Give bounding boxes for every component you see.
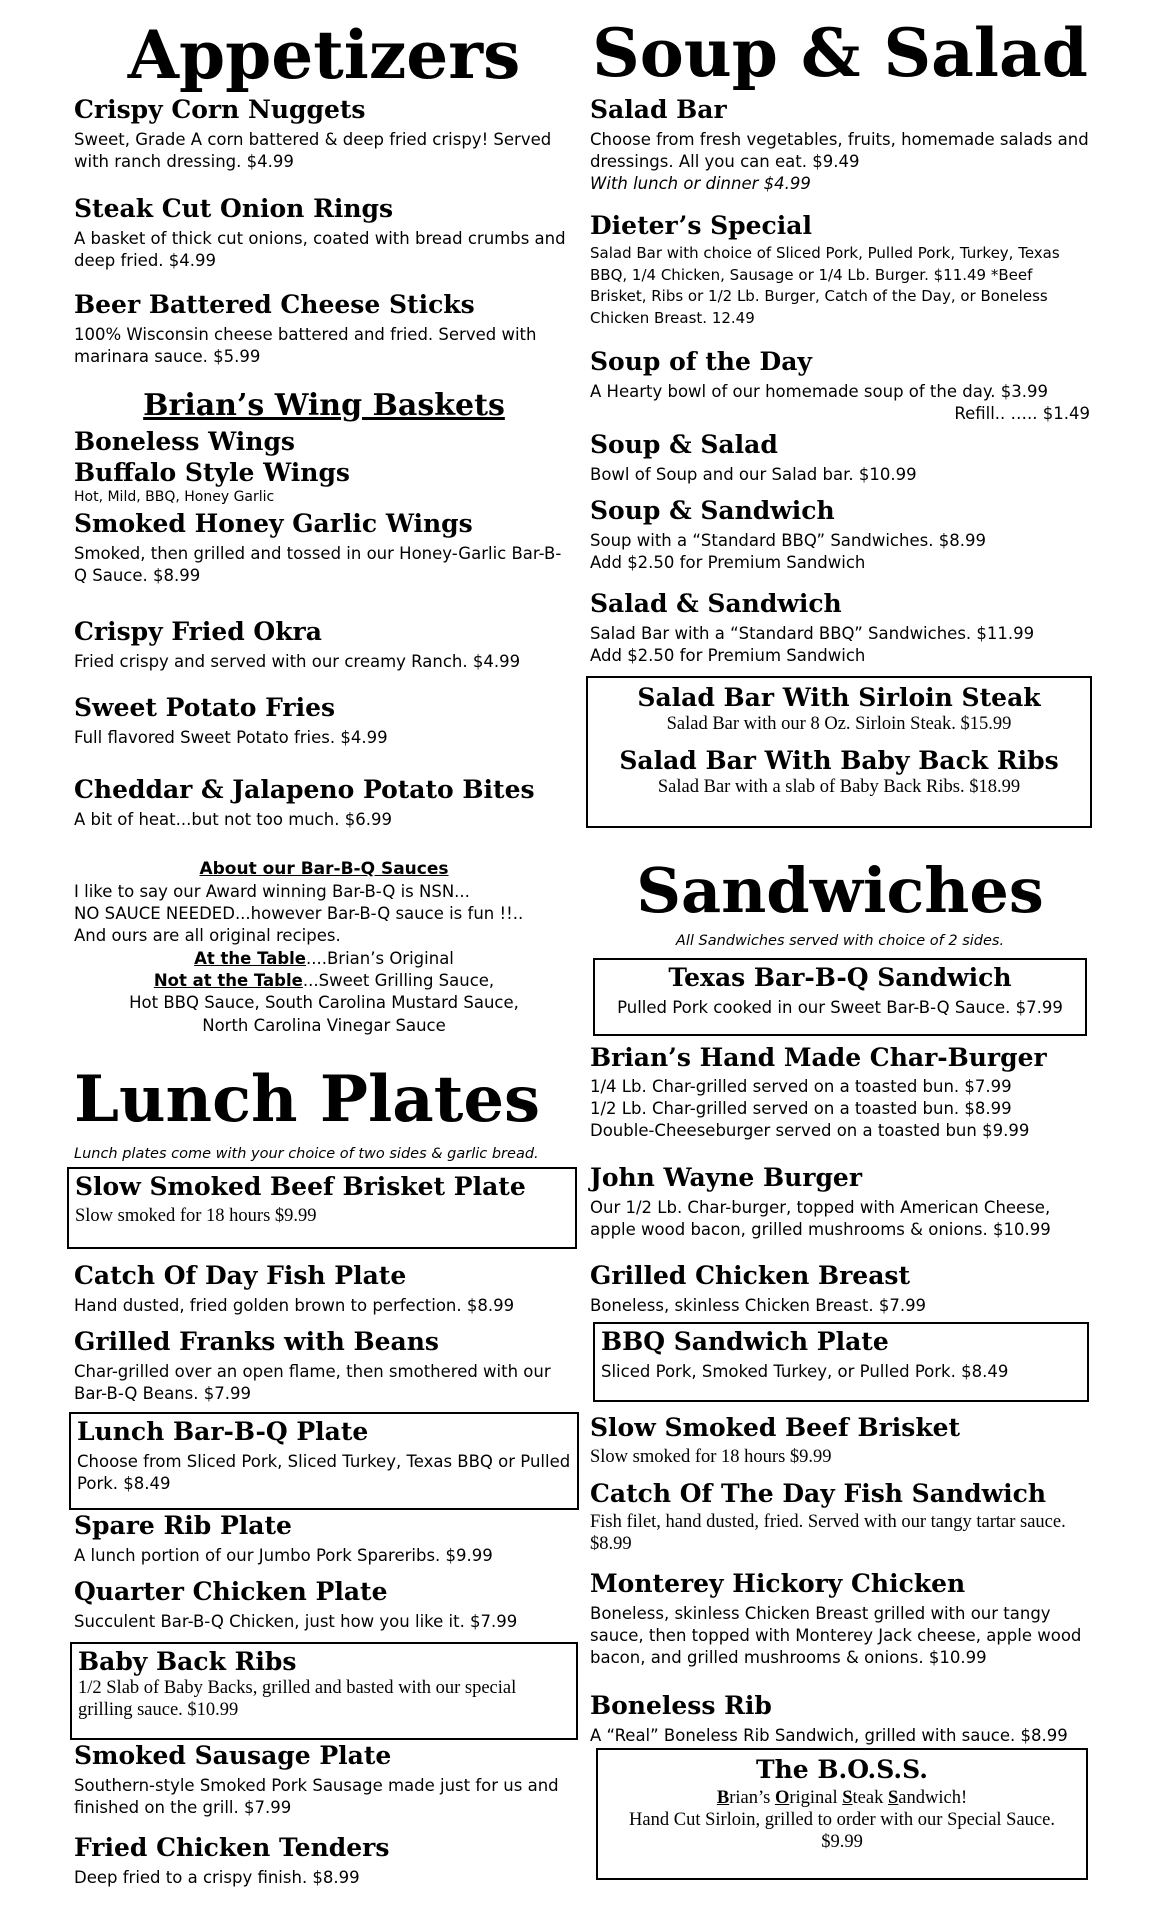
item-title: Salad Bar With Sirloin Steak [637, 683, 1041, 712]
sandwiches-note: All Sandwiches served with choice of 2 sides. [675, 933, 1005, 949]
item-desc: A Hearty bowl of our homemade soup of the day. $3.99 [590, 381, 1048, 401]
item-desc: Slow smoked for 18 hours $9.99 [75, 1205, 317, 1226]
item-title: Cheddar & Jalapeno Potato Bites [74, 775, 535, 804]
item-title: Slow Smoked Beef Brisket [590, 1413, 961, 1442]
lunch-heading: Lunch Plates [74, 1062, 541, 1137]
boss-box [596, 1748, 1088, 1880]
wings-heading: Brian’s Wing Baskets [143, 388, 505, 423]
sauces-value: ...Sweet Grilling Sauce, [302, 971, 495, 990]
menu-item-boxed [69, 1412, 579, 1510]
menu-item-boxed [593, 1322, 1089, 1402]
menu-item [590, 497, 1090, 574]
item-desc: Fish filet, hand dusted, fried. Served with our tangy tartar sauce. $8.99 [590, 1511, 1066, 1554]
sandwiches-heading: Sandwiches [636, 854, 1044, 927]
item-title: Crispy Corn Nuggets [74, 95, 366, 124]
boss-letter: S [887, 1787, 899, 1808]
wings-list [74, 428, 574, 588]
menu-item [74, 694, 574, 749]
item-desc: Char-grilled over an open flame, then smothered with our Bar-B-Q Beans. $7.99 [74, 1361, 551, 1404]
menu-item [74, 618, 574, 673]
item-title: Grilled Chicken Breast [590, 1261, 911, 1290]
sauces-text: North Carolina Vinegar Sauce [202, 1015, 446, 1035]
item-desc: Boneless, skinless Chicken Breast. $7.99 [590, 1295, 927, 1315]
boss-word: riginal [789, 1787, 843, 1808]
item-title: Smoked Honey Garlic Wings [74, 509, 473, 539]
item-desc: Salad Bar with a “Standard BBQ” Sandwiches. $11.99 [590, 623, 1035, 643]
item-desc: Sliced Pork, Smoked Turkey, or Pulled Pork. $8.49 [601, 1361, 1009, 1381]
menu-item [74, 1578, 574, 1633]
menu-item-boxed [67, 1167, 577, 1249]
item-desc: 1/4 Lb. Char-grilled served on a toasted bun. $7.99 [590, 1076, 1012, 1096]
menu-item [74, 1262, 574, 1317]
menu-item [590, 348, 1090, 425]
sauces-text: I like to say our Award winning Bar-B-Q is NSN... [74, 881, 470, 901]
menu-item [590, 1570, 1090, 1670]
menu-item [590, 1164, 1090, 1241]
item-title: Crispy Fried Okra [74, 617, 322, 646]
item-title: Buffalo Style Wings [74, 457, 351, 487]
item-title: Dieter’s Special [590, 211, 812, 240]
menu-item [590, 1480, 1090, 1555]
boss-letter: S [842, 1787, 853, 1808]
item-title: Baby Back Ribs [78, 1647, 297, 1676]
item-desc: Succulent Bar-B-Q Chicken, just how you like it. $7.99 [74, 1611, 518, 1631]
item-desc: 1/2 Slab of Baby Backs, grilled and basted with our special grilling sauce. $10.99 [78, 1677, 517, 1720]
item-title: Grilled Franks with Beans [74, 1327, 439, 1356]
menu-item [590, 590, 1090, 667]
item-title: Fried Chicken Tenders [74, 1833, 390, 1862]
item-desc: Bowl of Soup and our Salad bar. $10.99 [590, 464, 917, 484]
item-title: Texas Bar-B-Q Sandwich [668, 963, 1012, 992]
item-title: Slow Smoked Beef Brisket Plate [75, 1172, 526, 1201]
item-desc: Hand Cut Sirloin, grilled to order with our Special Sauce. $9.99 [629, 1809, 1055, 1853]
item-title: Brian’s Hand Made Char-Burger [590, 1043, 1047, 1072]
menu-item [74, 195, 574, 272]
item-desc: Hot, Mild, BBQ, Honey Garlic [74, 488, 275, 505]
menu-item [74, 96, 574, 173]
menu-item-boxed [70, 1642, 578, 1740]
item-title: Catch Of Day Fish Plate [74, 1261, 407, 1290]
boss-word: teak [852, 1787, 888, 1808]
item-desc: Refill.. ….. $1.49 [954, 404, 1090, 424]
item-desc: A basket of thick cut onions, coated with bread crumbs and deep fried. $4.99 [74, 228, 566, 271]
item-note: With lunch or dinner $4.99 [590, 174, 811, 194]
item-desc: 1/2 Lb. Char-grilled served on a toasted bun. $8.99 [590, 1099, 1012, 1119]
menu-item-boxed [593, 958, 1087, 1036]
item-desc: Choose from fresh vegetables, fruits, homemade salads and dressings. All you can eat. $9.49 [590, 129, 1089, 172]
sauces-heading: About our Bar-B-Q Sauces [199, 859, 449, 879]
item-desc: Boneless, skinless Chicken Breast grilled with our tangy sauce, then topped with Monterey Jack cheese, apple wood bacon, and grilled mushrooms & onions. $10.99 [590, 1603, 1082, 1668]
item-desc: 100% Wisconsin cheese battered and fried. Served with marinara sauce. $5.99 [74, 324, 537, 367]
menu-item [590, 1262, 1090, 1317]
menu-item [590, 212, 1090, 330]
item-title: Soup & Sandwich [590, 496, 835, 525]
boss-word: rian’s [729, 1787, 775, 1808]
item-title: Quarter Chicken Plate [74, 1577, 388, 1606]
item-title: Smoked Sausage Plate [74, 1741, 392, 1770]
item-desc: Double-Cheeseburger served on a toasted bun $9.99 [590, 1121, 1030, 1141]
menu-item [74, 1742, 574, 1819]
boss-letter: O [774, 1787, 790, 1808]
boss-letter: B [716, 1787, 730, 1808]
lunch-note: Lunch plates come with your choice of two sides & garlic bread. [74, 1146, 539, 1162]
sauces-text: And ours are all original recipes. [74, 926, 341, 946]
item-desc: A bit of heat...but not too much. $6.99 [74, 809, 392, 829]
menu-item [74, 1328, 574, 1405]
sauces-text [74, 970, 574, 992]
item-desc: Deep fried to a crispy finish. $8.99 [74, 1867, 360, 1887]
item-title: Monterey Hickory Chicken [590, 1569, 966, 1598]
item-title: The B.O.S.S. [756, 1755, 928, 1784]
item-title: Boneless Rib [590, 1691, 772, 1720]
item-desc: Full flavored Sweet Potato fries. $4.99 [74, 727, 388, 747]
appetizers-heading: Appetizers [127, 16, 521, 94]
menu-item [74, 1512, 574, 1567]
sauces-value: ....Brian’s Original [306, 948, 454, 968]
sauces-label: At the Table [194, 948, 306, 968]
menu-item [74, 291, 574, 368]
sauces-label: Not at the Table [153, 971, 303, 990]
item-desc: Add $2.50 for Premium Sandwich [590, 646, 866, 666]
item-title: Spare Rib Plate [74, 1511, 292, 1540]
item-desc: Salad Bar with a slab of Baby Back Ribs. $18.99 [657, 776, 1021, 797]
item-desc: Hand dusted, fried golden brown to perfection. $8.99 [74, 1295, 515, 1315]
item-title: Sweet Potato Fries [74, 693, 336, 722]
item-desc: Salad Bar with our 8 Oz. Sirloin Steak. $15.99 [666, 713, 1012, 734]
item-desc: Southern-style Smoked Pork Sausage made just for us and finished on the grill. $7.99 [74, 1775, 559, 1818]
item-desc: Sweet, Grade A corn battered & deep fried crispy! Served with ranch dressing. $4.99 [74, 129, 552, 172]
menu-item [590, 1044, 1090, 1143]
item-desc: Salad Bar with choice of Sliced Pork, Pulled Pork, Turkey, Texas BBQ, 1/4 Chicken, Sausage or 1/4 Lb. Burger. $11.49 *Beef Brisket, Ribs or 1/2 Lb. Burger, Catch of the Day, or Boneless Chicken Breast. 12.49 [590, 243, 1060, 327]
menu-item [74, 776, 574, 831]
item-title: Catch Of The Day Fish Sandwich [590, 1479, 1047, 1508]
item-desc: Smoked, then grilled and tossed in our Honey-Garlic Bar-B-Q Sauce. $8.99 [74, 544, 562, 586]
boss-acronym [608, 1787, 1076, 1809]
item-title: Beer Battered Cheese Sticks [74, 290, 475, 319]
featured-box [586, 676, 1092, 828]
item-title: John Wayne Burger [590, 1163, 863, 1192]
menu-item [74, 1834, 574, 1889]
item-title: Steak Cut Onion Rings [74, 194, 394, 223]
sauces-section [74, 858, 574, 1037]
item-title: Salad Bar [590, 95, 727, 124]
item-desc: Pulled Pork cooked in our Sweet Bar-B-Q Sauce. $7.99 [617, 997, 1063, 1017]
item-desc: Soup with a “Standard BBQ” Sandwiches. $8.99 [590, 530, 986, 550]
item-desc: Slow smoked for 18 hours $9.99 [590, 1446, 832, 1467]
item-desc: Choose from Sliced Pork, Sliced Turkey, Texas BBQ or Pulled Pork. $8.49 [77, 1451, 571, 1494]
item-title: Salad Bar With Baby Back Ribs [619, 745, 1059, 775]
item-desc: Our 1/2 Lb. Char-burger, topped with American Cheese, apple wood bacon, grilled mushrooms & onions. $10.99 [590, 1197, 1051, 1240]
item-title: Lunch Bar-B-Q Plate [77, 1417, 369, 1446]
menu-item [590, 431, 1090, 486]
menu-item [590, 1692, 1090, 1747]
item-desc: A “Real” Boneless Rib Sandwich, grilled with sauce. $8.99 [590, 1725, 1068, 1745]
item-title: Soup of the Day [590, 347, 812, 376]
item-desc: Fried crispy and served with our creamy Ranch. $4.99 [74, 651, 521, 671]
soup-heading: Soup & Salad [592, 14, 1088, 92]
item-title: Salad & Sandwich [590, 589, 842, 618]
sauces-text: Hot BBQ Sauce, South Carolina Mustard Sauce, [129, 993, 519, 1013]
menu-item [590, 1414, 1090, 1468]
menu-item [590, 96, 1090, 196]
item-title: Boneless Wings [74, 427, 296, 456]
sauces-text [74, 948, 574, 970]
item-desc: Add $2.50 for Premium Sandwich [590, 553, 866, 573]
item-title: BBQ Sandwich Plate [601, 1327, 889, 1356]
item-desc: A lunch portion of our Jumbo Pork Spareribs. $9.99 [74, 1545, 493, 1565]
sauces-text: NO SAUCE NEEDED...however Bar-B-Q sauce is fun !!.. [74, 904, 524, 924]
boss-word: andwich! [898, 1787, 968, 1808]
item-title: Soup & Salad [590, 430, 778, 459]
